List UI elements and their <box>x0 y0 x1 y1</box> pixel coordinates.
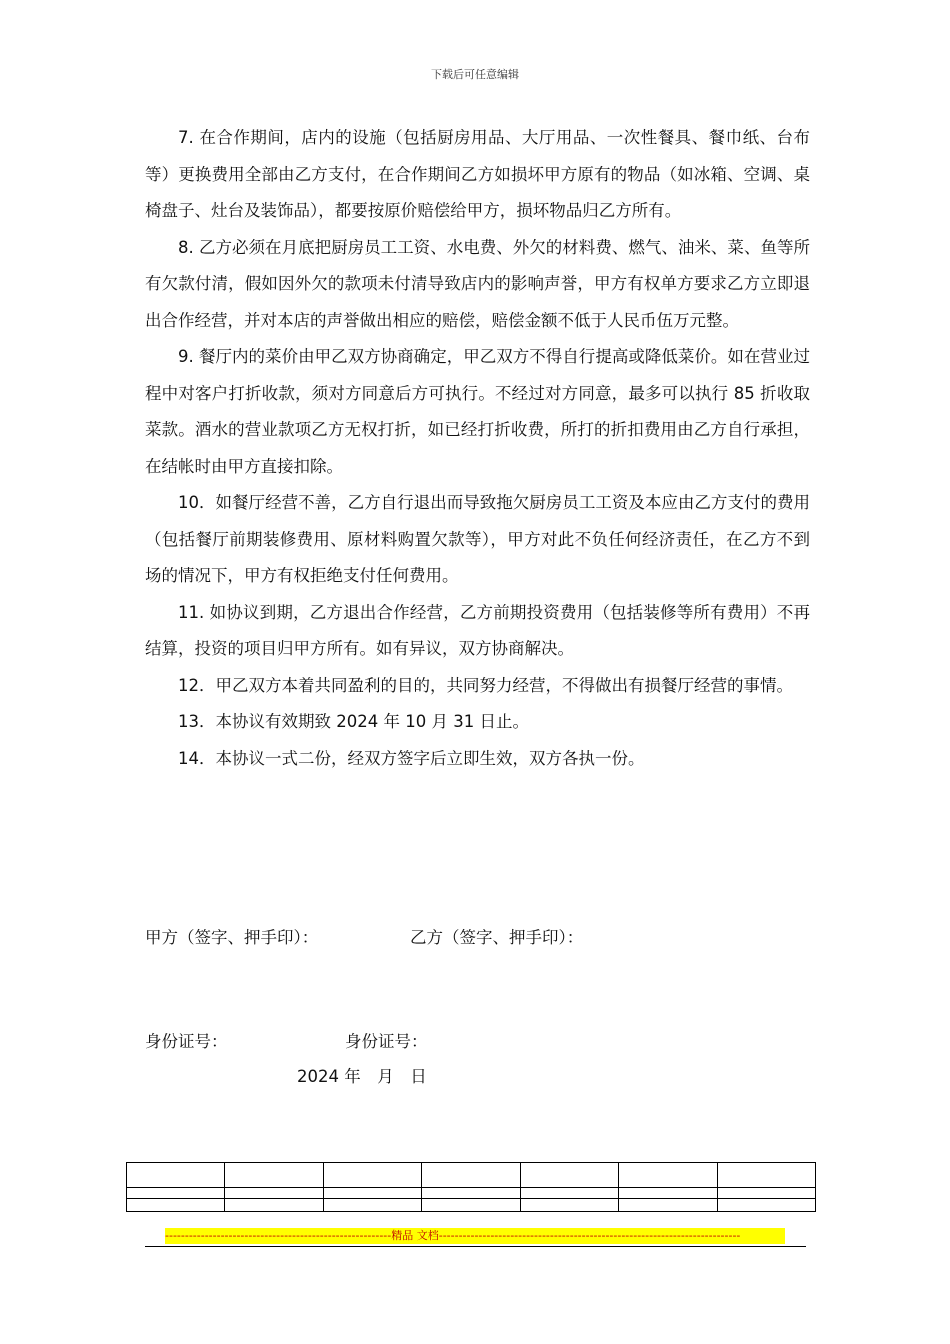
table-cell <box>619 1199 717 1212</box>
table-cell <box>323 1188 421 1199</box>
table-cell <box>717 1199 815 1212</box>
table-row <box>127 1188 816 1199</box>
table-cell <box>323 1163 421 1188</box>
table-cell <box>225 1199 323 1212</box>
table-cell <box>619 1163 717 1188</box>
table-cell <box>422 1199 520 1212</box>
table-cell <box>520 1199 618 1212</box>
signing-date: 2024 年 月 日 <box>297 1067 427 1086</box>
footer-watermark-text: ---------------------------------------------------------精品 文档---------------------------------------------------------------------------- <box>165 1228 785 1244</box>
clause-9: 9. 餐厅内的菜价由甲乙双方协商确定，甲乙双方不得自行提高或降低菜价。如在营业过程中对客户打折收款，须对方同意后方可执行。不经过对方同意，最多可以执行 85 折收取菜款。酒水的营业款项乙方无权打折，如已经打折收费，所打的折扣费用由乙方自行承担，在结帐时由甲方直接扣除。 <box>145 347 810 476</box>
table-cell <box>520 1188 618 1199</box>
clause-7: 7. 在合作期间，店内的设施（包括厨房用品、大厅用品、一次性餐具、餐巾纸、台布等）更换费用全部由乙方支付，在合作期间乙方如损坏甲方原有的物品（如冰箱、空调、桌椅盘子、灶台及装饰品），都要按原价赔偿给甲方，损坏物品归乙方所有。 <box>145 128 810 220</box>
clause-11: 11. 如协议到期，乙方退出合作经营，乙方前期投资费用（包括装修等所有费用）不再结算，投资的项目归甲方所有。如有异议，双方协商解决。 <box>145 602 810 658</box>
table-cell <box>717 1188 815 1199</box>
table-cell <box>127 1199 225 1212</box>
table-row <box>127 1163 816 1188</box>
party-a-signature-label: 甲方（签字、押手印）： <box>145 928 319 947</box>
footer-table <box>126 1162 816 1212</box>
table-cell <box>225 1188 323 1199</box>
table-cell <box>717 1163 815 1188</box>
table-cell <box>619 1188 717 1199</box>
table-cell <box>127 1188 225 1199</box>
table-cell <box>323 1199 421 1212</box>
table-row <box>127 1199 816 1212</box>
clause-10: 10．如餐厅经营不善，乙方自行退出而导致拖欠厨房员工工资及本应由乙方支付的费用（包括餐厅前期装修费用、原材料购置欠款等），甲方对此不负任何经济责任，在乙方不到场的情况下，甲方有权拒绝支付任何费用。 <box>145 493 810 585</box>
party-b-signature-label: 乙方（签字、押手印）： <box>410 928 584 947</box>
clause-12: 12．甲乙双方本着共同盈利的目的，共同努力经营，不得做出有损餐厅经营的事情。 <box>178 675 793 695</box>
footer-divider <box>145 1246 806 1247</box>
page-header-note: 下载后可任意编辑 <box>431 68 519 81</box>
agreement-body <box>145 120 810 777</box>
table-cell <box>127 1163 225 1188</box>
table-cell <box>520 1163 618 1188</box>
party-a-id-label: 身份证号： <box>145 1032 228 1051</box>
table-cell <box>422 1188 520 1199</box>
clause-13: 13．本协议有效期致 2024 年 10 月 31 日止。 <box>178 712 529 731</box>
clause-14: 14．本协议一式二份，经双方签字后立即生效，双方各执一份。 <box>178 748 645 768</box>
table-cell <box>422 1163 520 1188</box>
party-b-id-label: 身份证号： <box>345 1032 428 1051</box>
clause-8: 8. 乙方必须在月底把厨房员工工资、水电费、外欠的材料费、燃气、油米、菜、鱼等所有欠款付清，假如因外欠的款项未付清导致店内的影响声誉，甲方有权单方要求乙方立即退出合作经营，并对本店的声誉做出相应的赔偿，赔偿金额不低于人民币伍万元整。 <box>145 237 810 330</box>
table-cell <box>225 1163 323 1188</box>
